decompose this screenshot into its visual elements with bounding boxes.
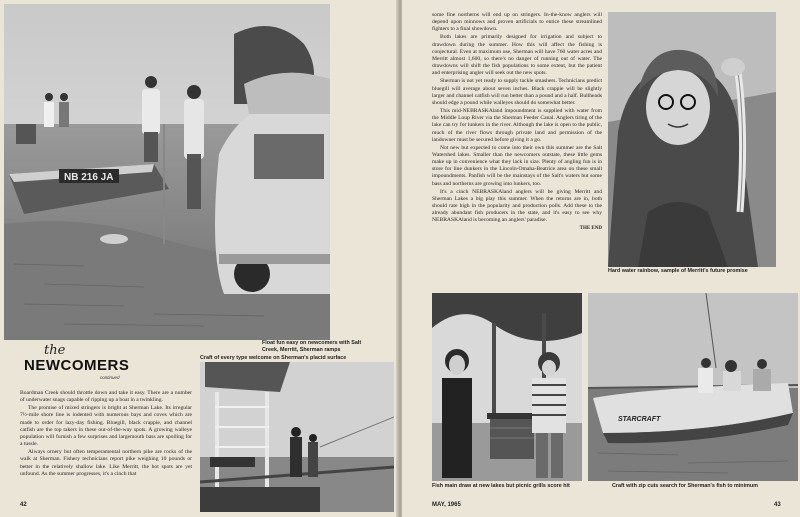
photo-boat-ramp xyxy=(4,4,330,340)
paragraph: It's a cinch NEBRASKAland anglers will be giving Merritt and Sherman Lakes a big play this summer. When the returns are in, both should rate high in the popularity and production polls. Add these to the already abundant fish producers in the state, and it's easy to see why NEBRASKAland is becoming an anglers' paradise. xyxy=(432,188,602,224)
caption-picnic: Fish main draw at new lakes but picnic grills score hit xyxy=(432,483,570,489)
title-the: the xyxy=(44,343,66,358)
caption-craft: Craft of every type welcome on Sherman's placid surface xyxy=(200,355,347,361)
right-page xyxy=(402,0,800,517)
left-page xyxy=(0,0,398,517)
paragraph: This mid-NEBRASKAland impoundment is supplied with water from the Middle Loup River via the Sherman Feeder Canal. Anglers tiring of the lake can try for lunkers in the river. Although the lake is open to the public, much of the river flows through private land and permission of the landowner must be secured before giving it a go. xyxy=(432,108,602,143)
paragraph: Boardman Creek should throttle down and take it easy. There are a number of underwater snags capable of ripping up a boat in a twinkling. xyxy=(20,390,192,404)
caption-float-fun: Float fun easy on newcomers with Salt Creek, Merritt, Sherman ramps xyxy=(262,340,362,353)
paragraph: Sherman is not yet ready to supply tackle smashers. Technicians predict bluegill will average about seven inches. Black crappie will be slightly larger and channel catfish will run better than a pound and a half. Bullheads should edge a pound while walleyes should do somewhat better. xyxy=(432,78,602,106)
boat-registration: NB 216 JA xyxy=(64,172,114,183)
paragraph: The promise of mixed stringers is bright at Sherman Lake. Its irregular 7½-mile shore line is indented with numerous bays and coves which are made to order for lazy-day fishing. Bluegill, black crappie, and channel catfish are the top takers in these out-of-the-way spots. A growing walleye population will furnish a few surprises and largemouth bass are spoiling for a tussle. xyxy=(20,405,192,448)
title-continued: continued xyxy=(100,375,120,380)
folio-date: MAY, 1965 xyxy=(432,502,461,508)
end-mark: THE END xyxy=(579,225,602,231)
photo-rainbow-trout xyxy=(608,12,776,267)
page-number-left: 42 xyxy=(20,502,27,508)
article-title xyxy=(20,345,140,385)
paragraph: Always ornery but often temperamental northern pike are rocks of the walk at Sherman. Fishery technicians report pike weighing 10 pounds or better in the relatively shallow lake. Like Merritt, the hot spots are yet unfound. As the summer progresses, it's a cinch that xyxy=(20,449,192,477)
boat-name: STARCRAFT xyxy=(618,416,661,423)
paragraph: Not new but expected to come into their own this summer are the Salt Watershed lakes. Smaller than the newcomers outstate, these little gems make up in convenience what they lack in size. Plenty of angling fun is in store for line dunkers in the Lincoln-Omaha-Beatrice area on these small impoundments. Panfish will be the mainstays of the Salt's waters but some bass and northerns are growing into lunkers, too. xyxy=(432,144,602,187)
paragraph: Both lakes are primarily designed for irrigation and subject to drawdown during the summer. How this will affect the fishing is conjectural. Even at maximum use, Sherman will have 760 water acres and Merritt almost 1,600, so there's no danger of running out of water. The drawdowns will shift the fish populations to some extent, but the patient and enterprising angler will seek out the new spots. xyxy=(432,34,602,77)
left-text-column xyxy=(20,390,192,479)
paragraph: some fine northerns will end up on stringers. In-the-know anglers will depend upon minnows and proven artificials to entice these streamlined fighters to a final showdown. xyxy=(432,12,602,33)
caption-rainbow: Hard water rainbow, sample of Merritt's future promise xyxy=(608,268,748,274)
caption-zip: Craft with zip cuts search for Sherman's fish to minimum xyxy=(612,483,758,489)
photo-picnic xyxy=(432,293,582,481)
photo-zip-boat xyxy=(588,293,798,481)
page-number-right: 43 xyxy=(774,502,781,508)
right-text-column xyxy=(432,12,602,232)
photo-dock xyxy=(200,362,394,512)
title-main: NEWCOMERS xyxy=(24,357,130,374)
